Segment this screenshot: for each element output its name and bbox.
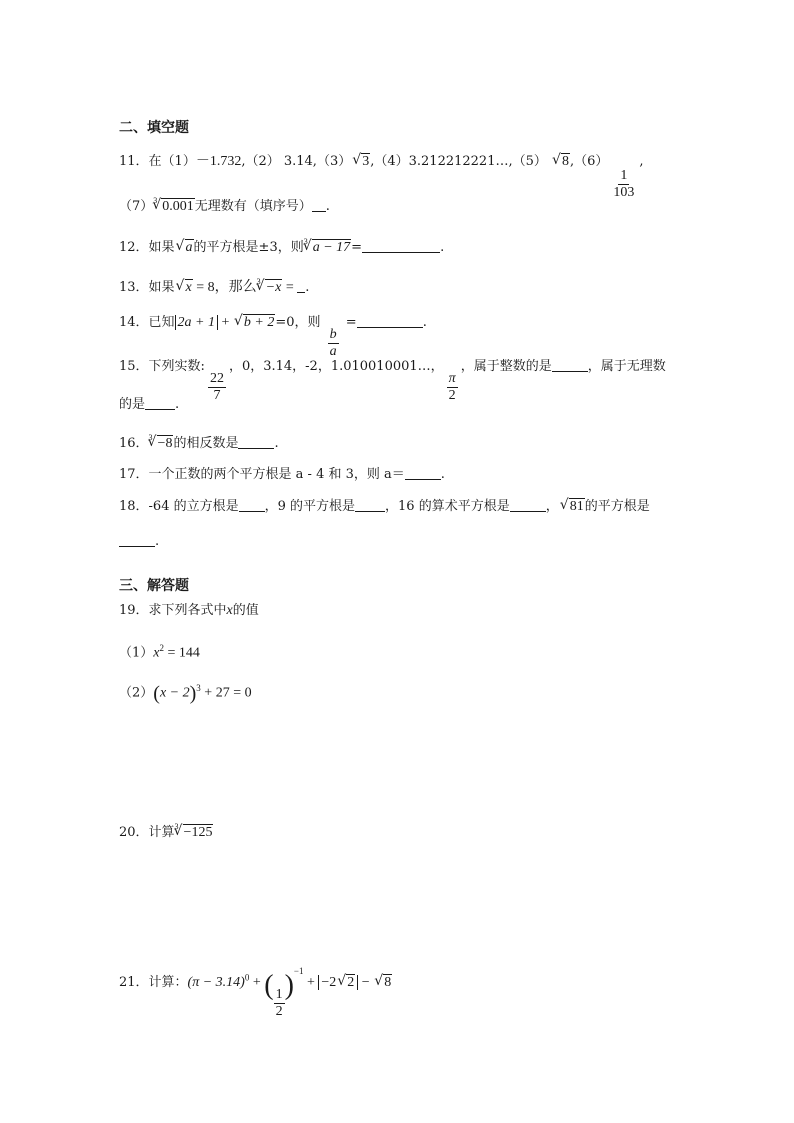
q15-irrational-blank[interactable] <box>145 397 175 410</box>
q21-plus-1: + <box>249 975 265 990</box>
q11-answer-blank[interactable] <box>312 199 326 212</box>
q12-text-b: 的平方根是±3，则 <box>193 240 304 255</box>
q18-blank-1[interactable] <box>239 499 265 512</box>
q14-plus: + <box>218 315 233 330</box>
q15-text-d: ，属于无理数 <box>587 359 666 374</box>
q11-text-e: , <box>639 154 644 169</box>
q11-fraction: $\frac{1}{103}$ <box>613 168 635 200</box>
q19-text-a: 19．求下列各式中 <box>119 603 227 618</box>
q13-index: 3 <box>256 277 261 286</box>
q18-blank-3[interactable] <box>510 499 546 512</box>
question-16 <box>119 428 279 454</box>
q19-p2-rhs: + 27 = 0 <box>200 685 252 701</box>
q21-absolute: −2√ 2 <box>318 975 358 990</box>
q15-fraction-22-7: $\frac{22}{7}$ <box>209 371 224 403</box>
q18-text-b: ，9 的平方根是 <box>264 499 356 514</box>
q11-cuberoot-index: 3 <box>153 196 158 205</box>
q13-sqrt-x: √ x <box>176 278 193 298</box>
question-12 <box>119 232 444 258</box>
q12-sqrt-a: √ a <box>176 238 194 258</box>
q19-var-x: x <box>226 603 233 618</box>
q18-text-d: ， <box>545 499 559 514</box>
q11-text-d: ,（6） <box>570 154 609 169</box>
q18-sqrt-81: √ 81 <box>560 497 585 517</box>
question-13 <box>119 272 309 298</box>
q14-sqrt: √ b + 2 <box>234 313 275 333</box>
q14-text-b: =0，则 <box>275 315 325 330</box>
question-20 <box>119 817 213 843</box>
q18-text-a: 18．-64 的立方根是 <box>119 499 239 514</box>
q13-equals: = <box>282 280 298 295</box>
q11-sqrt8: √ 8 <box>552 152 570 172</box>
q12-cuberoot: √ a − 17 <box>303 238 351 258</box>
question-18-line-1 <box>119 497 650 517</box>
q11-cuberoot: √ 0.001 <box>152 197 195 217</box>
q19-p2-exp: 3 <box>196 683 201 693</box>
q12-period: . <box>440 240 445 255</box>
q17-text-a: 17．一个正数的两个平方根是 a - 4 和 3，则 a＝ <box>119 467 405 482</box>
question-11-line-2 <box>119 191 330 217</box>
q18-blank-2[interactable] <box>355 499 385 512</box>
q15-text-b: ，0，3.14，-2，1.010010001…， <box>228 359 444 374</box>
q21-text-a: 21．计算： <box>119 975 188 990</box>
question-21: 21．计算：$(\pi - 3.14)^0$ + ( $\frac{1}{2}$ )$^{-1}$ + −2√ 2 − √ 8 <box>119 961 392 1020</box>
q14-fraction: $\frac{b}{a}$ <box>329 327 337 359</box>
q16-period: . <box>274 436 279 451</box>
q17-answer-blank[interactable] <box>405 467 441 480</box>
q16-text-a: 的相反数是 <box>173 436 239 451</box>
q19-p1-var: x <box>153 645 160 661</box>
q19-p1-rhs: = 144 <box>164 645 200 661</box>
q14-equals: = <box>341 315 357 330</box>
q19-text-b: 的值 <box>232 603 259 618</box>
question-15-line-2 <box>119 395 179 415</box>
q20-text-a: 20．计算 <box>119 825 175 840</box>
q12-answer-blank[interactable] <box>362 240 440 253</box>
q19-p1-exp: 2 <box>159 643 164 653</box>
q14-answer-blank[interactable] <box>357 315 423 328</box>
q21-minus: − <box>358 975 374 990</box>
q15-text-c: ，属于整数的是 <box>460 359 552 374</box>
q21-term-1: (π − 3.14) <box>187 975 245 990</box>
section-fill-in-blank: 二、填空题 <box>119 120 189 136</box>
q11-item1: －1.732 <box>195 154 242 169</box>
q15-integer-blank[interactable] <box>552 359 588 372</box>
q21-exp-0: 0 <box>244 972 250 983</box>
q15-fraction-pi-2: $\frac{\pi}{2}$ <box>448 371 456 403</box>
section-solutions: 三、解答题 <box>119 578 189 594</box>
question-14 <box>119 313 427 360</box>
q13-text-a: 13．如果 <box>119 280 175 295</box>
q21-plus-2: + <box>303 975 319 990</box>
question-15-line-1 <box>119 357 666 404</box>
q21-fraction: $\frac{1}{2}$ <box>275 987 283 1019</box>
question-19 <box>119 601 259 621</box>
q12-text-a: 12．如果 <box>119 240 175 255</box>
q18-blank-4[interactable] <box>119 534 155 547</box>
q13-cuberoot: √ −x <box>256 278 283 298</box>
q16-number: 16． <box>119 436 149 451</box>
q13-period: . <box>305 280 310 295</box>
q16-answer-blank[interactable] <box>238 436 274 449</box>
q14-text-a: 14．已知 <box>119 315 175 330</box>
q15-text-l2: 的是 <box>119 397 146 412</box>
q21-exp-neg1: −1 <box>293 966 304 976</box>
question-19-part-1 <box>119 638 200 663</box>
q18-text-c: ，16 的算术平方根是 <box>385 499 510 514</box>
q19-p2-expr: x − 2 <box>159 685 190 701</box>
q15-text-a: 15．下列实数: <box>119 359 205 374</box>
q19-p1-label: （1） <box>119 645 154 661</box>
q18-period: . <box>155 534 160 549</box>
q12-equals: = <box>351 240 363 255</box>
q11-sqrt3: √ 3 <box>352 152 370 172</box>
q14-absolute: 2a + 1 <box>175 315 218 330</box>
q21-sqrt-8: √ 8 <box>374 973 392 993</box>
q12-index: 3 <box>303 237 308 246</box>
q20-cuberoot: √ −125 <box>174 823 214 843</box>
q17-period: . <box>440 467 445 482</box>
q11-text-b: ,（2） 3.14,（3） <box>241 154 352 169</box>
q16-index: 3 <box>148 433 153 442</box>
q11-period: . <box>325 199 330 214</box>
q13-text-b: = 8，那么 <box>192 280 257 295</box>
q18-text-e: 的平方根是 <box>584 499 650 514</box>
q16-cuberoot: √ −8 <box>148 434 174 454</box>
question-19-part-2: $(2)(x - 2)^3 + 27 = 0$ <box>119 682 252 705</box>
q14-period: . <box>422 315 427 330</box>
q20-index: 3 <box>174 822 179 831</box>
q15-period: . <box>175 397 180 412</box>
q11-number: 11．在（1） <box>119 154 196 169</box>
q11-text-7: （7） <box>119 199 154 214</box>
q19-p2-label: （2） <box>119 685 154 701</box>
question-17 <box>119 465 445 485</box>
question-18-line-2 <box>119 532 159 552</box>
q11-text-c: ,（4）3.212212221…,（5） <box>370 154 552 169</box>
q11-prompt: 无理数有（填序号） <box>194 199 312 214</box>
